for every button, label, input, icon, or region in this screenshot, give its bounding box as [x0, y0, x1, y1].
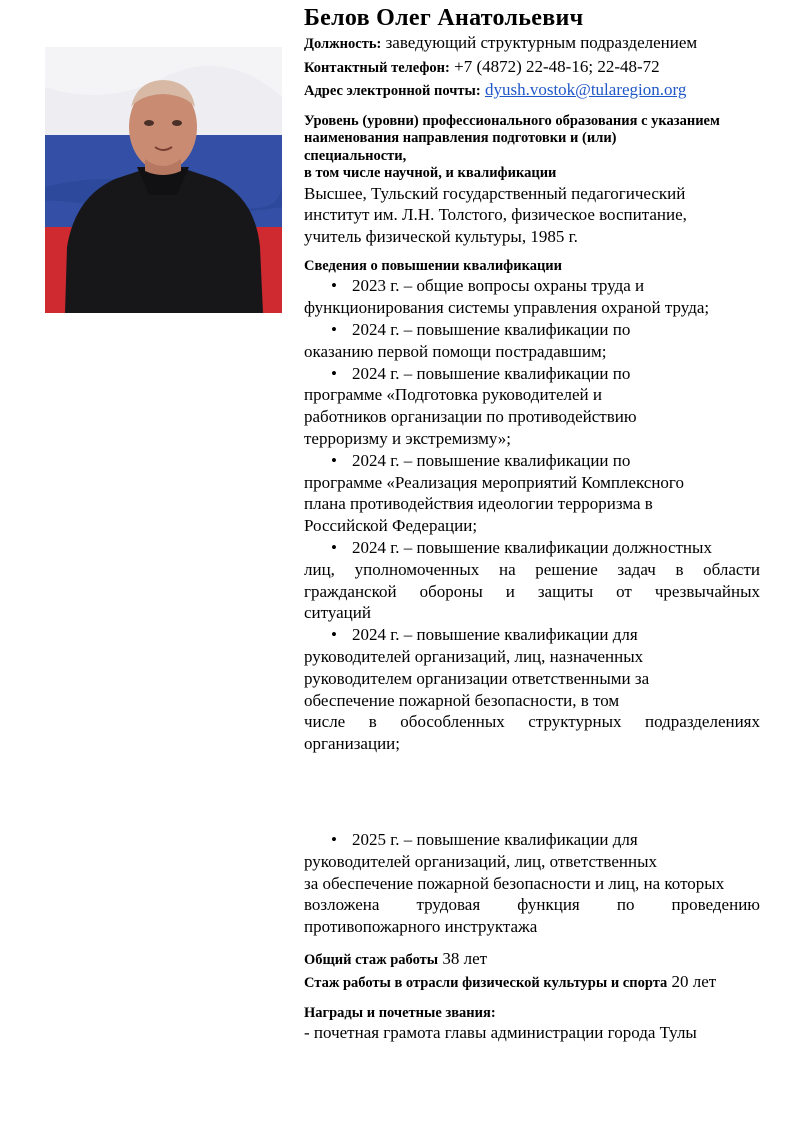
position-value: заведующий структурным подразделением: [385, 33, 698, 52]
list-item-text: терроризму и экстремизму»;: [304, 428, 511, 448]
list-item: [304, 829, 760, 938]
list-item-text: Российской Федерации;: [304, 516, 478, 536]
email-row: [304, 79, 760, 103]
qualification-list: [304, 275, 760, 938]
list-item-text: плана противодействия идеологии терроризма в: [304, 494, 653, 514]
list-item-text: ситуаций: [304, 603, 371, 623]
sport-experience-value: 20 лет: [671, 972, 717, 992]
list-item-text: числе в обособленных структурных подразделениях: [304, 712, 760, 732]
list-item-text: руководителей организаций, лиц, назначенных: [304, 646, 644, 666]
awards-label: Награды и почетные звания:: [304, 1004, 496, 1021]
list-item-text: 2024 г. – повышение квалификации для: [352, 625, 638, 645]
list-item-text: организации;: [304, 734, 400, 754]
list-item-text: руководителем организации ответственными за: [304, 668, 650, 688]
list-item-text: оказанию первой помощи пострадавшим;: [304, 341, 607, 361]
list-item-text: 2025 г. – повышение квалификации для: [352, 829, 638, 849]
bullet-icon: •: [331, 450, 337, 470]
education-text: [304, 183, 760, 248]
bullet-icon: •: [331, 363, 337, 383]
list-item-text: функционирования системы управления охраной труда;: [304, 298, 710, 318]
list-item: [304, 450, 760, 537]
list-item-text: противопожарного инструктажа: [304, 917, 538, 937]
list-item-text: работников организации по противодействию: [304, 407, 637, 427]
qualification-label: Сведения о повышении квалификации: [304, 257, 563, 274]
sport-experience-label: Стаж работы в отрасли физической культуры и спорта: [304, 975, 668, 992]
bullet-icon: •: [331, 319, 337, 339]
profile-content: [304, 4, 760, 1044]
phone-label: Контактный телефон:: [304, 59, 450, 76]
blank-space: [304, 755, 760, 829]
total-experience-value: 38 лет: [442, 948, 488, 968]
education-line: Высшее, Тульский государственный педагогический: [304, 183, 686, 203]
bullet-icon: •: [331, 829, 337, 849]
total-experience-row: [304, 948, 760, 972]
total-experience-label: Общий стаж работы: [304, 951, 439, 968]
list-item-text: 2024 г. – повышение квалификации должностных: [352, 537, 712, 557]
list-item-text: 2024 г. – повышение квалификации по: [352, 319, 631, 339]
bullet-icon: •: [331, 276, 337, 296]
email-label: Адрес электронной почты:: [304, 83, 481, 99]
list-item: [304, 624, 760, 755]
list-item-text: 2024 г. – повышение квалификации по: [352, 363, 631, 383]
list-item-text: 2024 г. – повышение квалификации по: [352, 450, 631, 470]
list-item: [304, 319, 760, 363]
portrait-image: [45, 47, 282, 313]
list-item-text: гражданской обороны и защиты от чрезвычайных: [304, 581, 760, 601]
education-label-line: наименования направления подготовки и (или): [304, 130, 617, 146]
education-label-line: Уровень (уровни) профессионального образования с указанием: [304, 112, 720, 129]
position-row: [304, 32, 760, 56]
email-link[interactable]: dyush.vostok@tularegion.org: [484, 80, 687, 99]
position-label: Должность:: [304, 36, 382, 52]
phone-row: [304, 56, 760, 80]
education-label: [304, 113, 760, 183]
awards-item: - почетная грамота главы администрации города Тулы: [304, 1023, 697, 1043]
portrait-photo: [45, 47, 282, 313]
list-item: [304, 363, 760, 450]
sport-experience-row: [304, 971, 760, 995]
education-label-line: в том числе научной, и квалификации: [304, 165, 557, 181]
phone-value: +7 (4872) 22-48-16; 22-48-72: [454, 56, 660, 76]
list-item-text: руководителей организаций, лиц, ответственных: [304, 851, 658, 871]
list-item-text: программе «Реализация мероприятий Комплексного: [304, 472, 684, 492]
education-label-line: специальности,: [304, 147, 407, 164]
list-item-text: за обеспечение пожарной безопасности и лиц, на которых: [304, 873, 725, 893]
bullet-icon: •: [331, 537, 337, 557]
list-item-text: возложена трудовая функция по проведению: [304, 895, 760, 915]
list-item: [304, 537, 760, 624]
list-item-text: обеспечение пожарной безопасности, в том: [304, 690, 620, 710]
bullet-icon: •: [331, 625, 337, 645]
list-item: [304, 275, 760, 319]
list-item-text: лиц, уполномоченных на решение задач в области: [304, 559, 760, 579]
list-item-text: 2023 г. – общие вопросы охраны труда и: [352, 276, 645, 296]
list-item-text: программе «Подготовка руководителей и: [304, 385, 603, 405]
education-line: учитель физической культуры, 1985 г.: [304, 227, 578, 247]
education-line: институт им. Л.Н. Толстого, физическое воспитание,: [304, 205, 687, 225]
person-name: Белов Олег Анатольевич: [304, 5, 584, 31]
